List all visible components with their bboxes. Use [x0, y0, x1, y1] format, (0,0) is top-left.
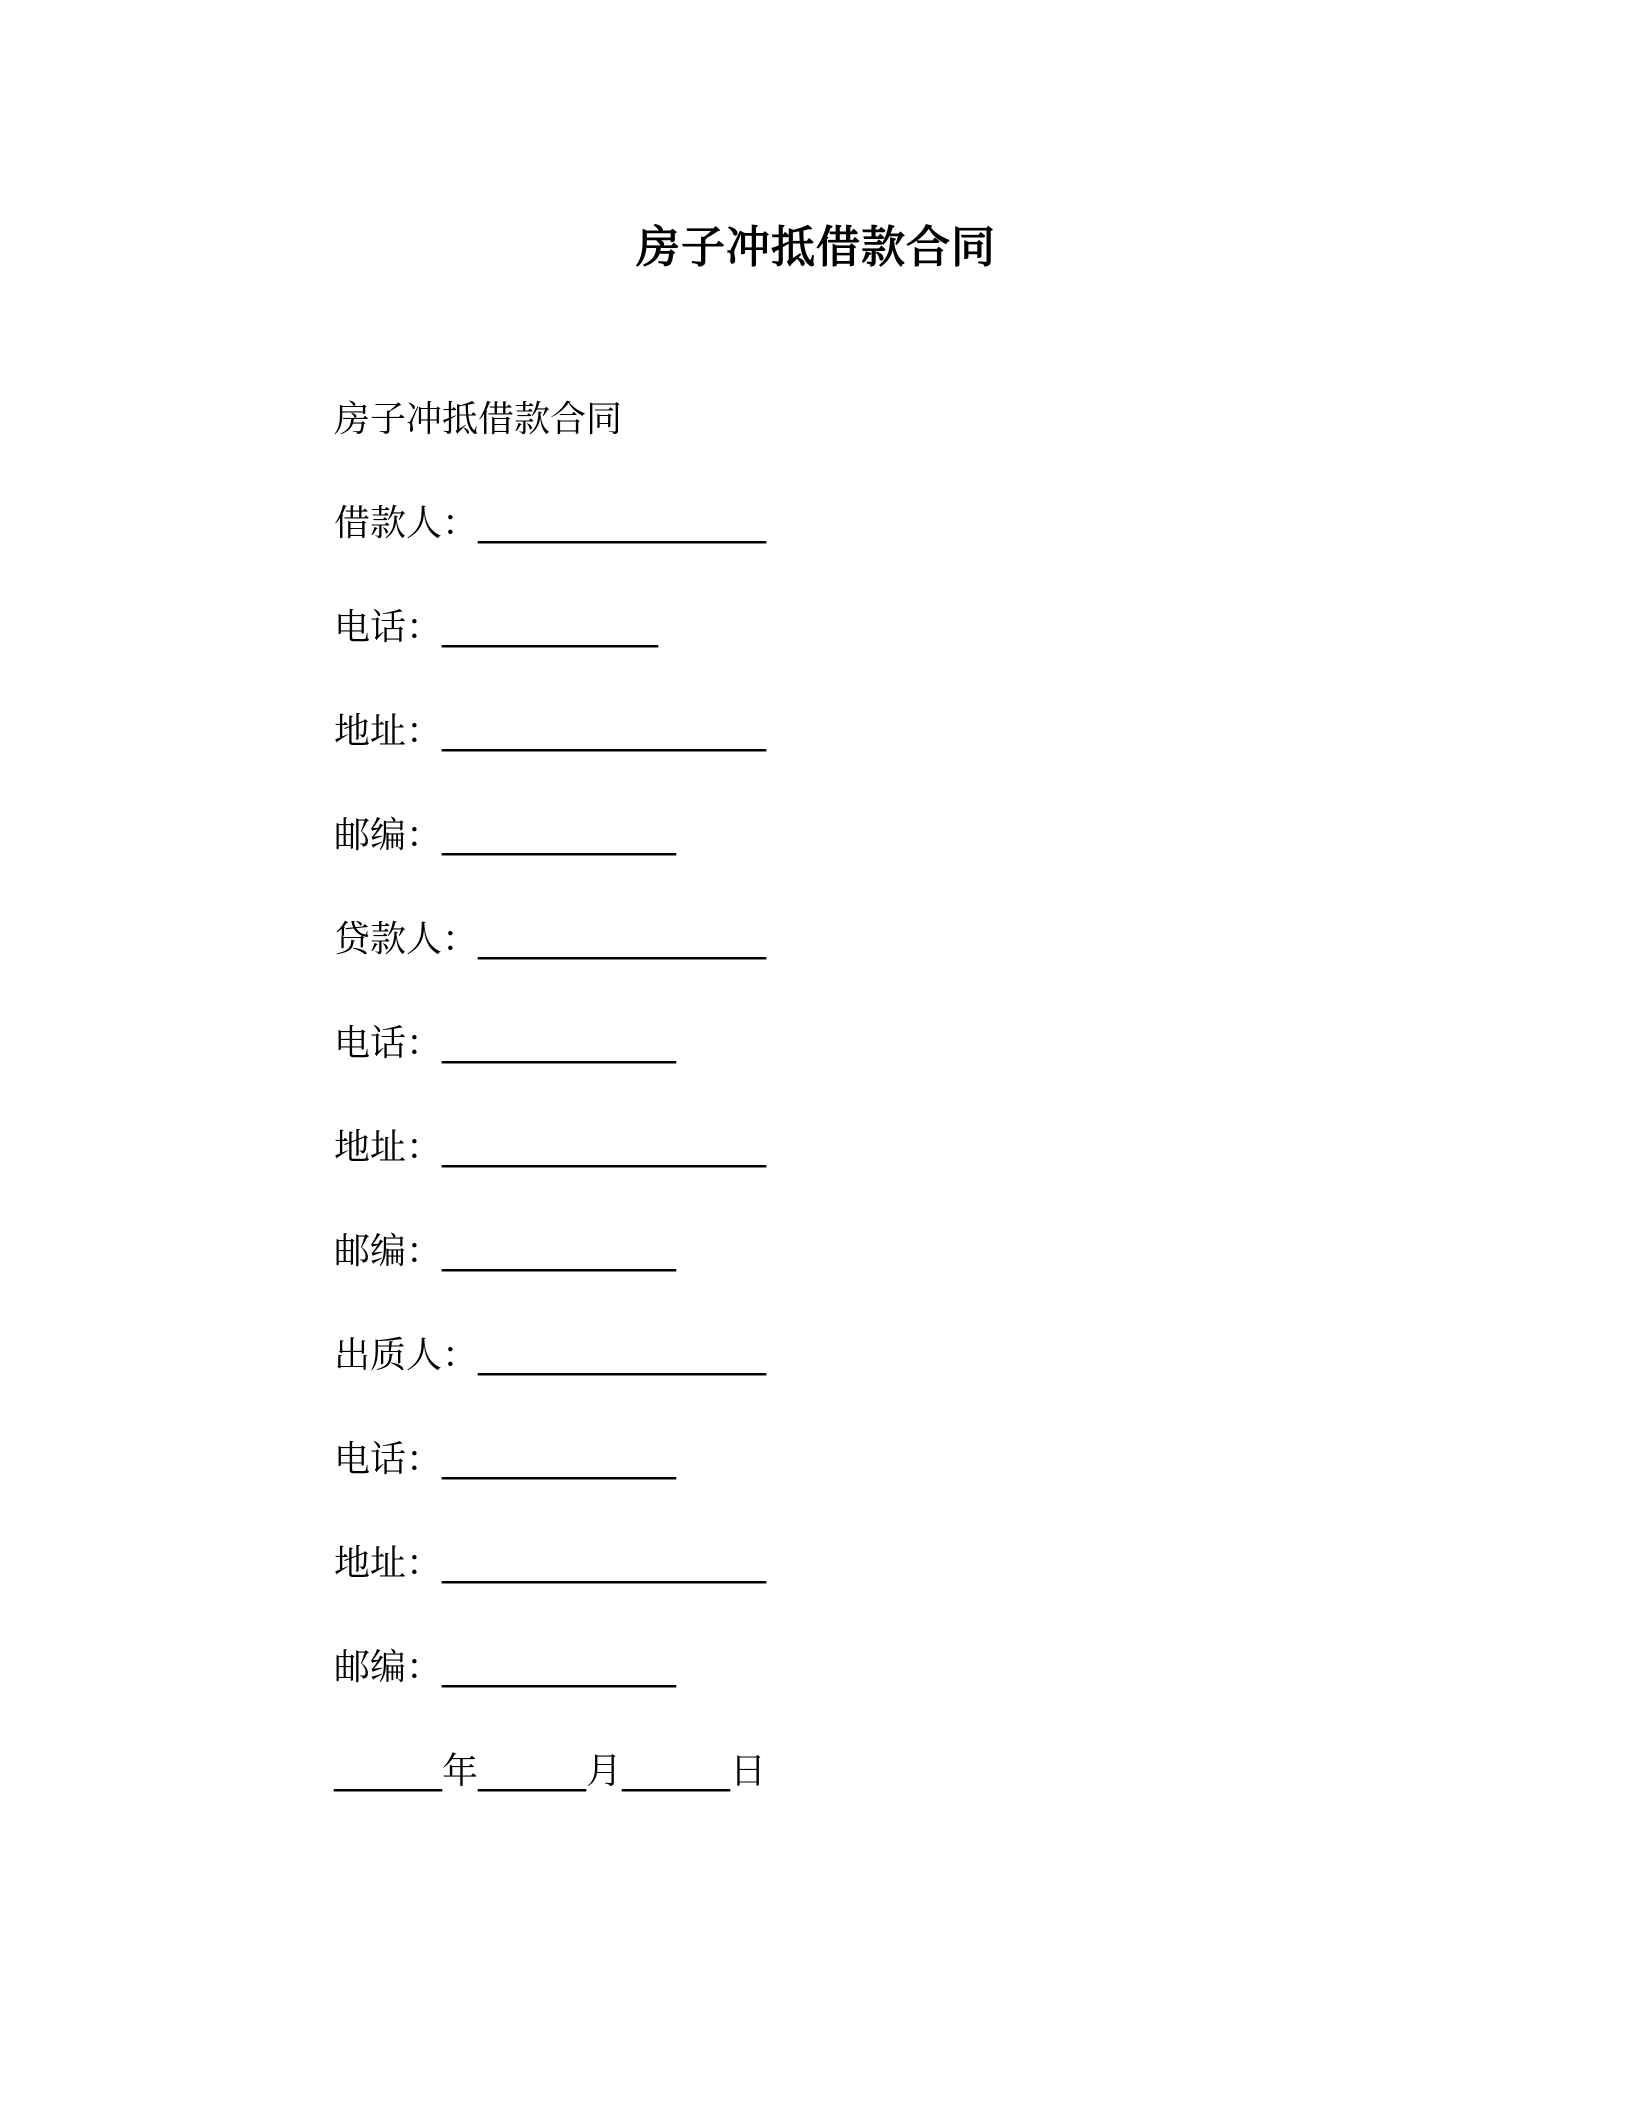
- borrower-address-field: [334, 708, 1434, 756]
- lender-address-label: 地址：: [334, 1127, 443, 1168]
- pledgor-postcode-field: [334, 1644, 1434, 1692]
- borrower-postcode-blank: _____________: [442, 815, 677, 856]
- borrower-label: 借款人：: [334, 503, 479, 544]
- borrower-phone-label: 电话：: [334, 607, 443, 648]
- pledgor-address-field: [334, 1540, 1434, 1588]
- borrower-phone-field: [334, 604, 1434, 652]
- borrower-field: [334, 500, 1434, 548]
- pledgor-label: 出质人：: [334, 1335, 479, 1376]
- borrower-address-label: 地址：: [334, 711, 443, 752]
- lender-postcode-label: 邮编：: [334, 1231, 443, 1272]
- lender-address-blank: __________________: [442, 1127, 767, 1168]
- borrower-address-blank: __________________: [442, 711, 767, 752]
- lender-blank: ________________: [478, 919, 767, 960]
- pledgor-address-label: 地址：: [334, 1543, 443, 1584]
- borrower-blank: ________________: [478, 503, 767, 544]
- lender-postcode-blank: _____________: [442, 1231, 677, 1272]
- borrower-postcode-field: [334, 812, 1434, 860]
- pledgor-blank: ________________: [478, 1335, 767, 1376]
- lender-address-field: [334, 1124, 1434, 1172]
- pledgor-postcode-label: 邮编：: [334, 1647, 443, 1688]
- pledgor-postcode-blank: _____________: [442, 1647, 677, 1688]
- pledgor-address-blank: __________________: [442, 1543, 767, 1584]
- lender-phone-label: 电话：: [334, 1023, 443, 1064]
- pledgor-phone-field: [334, 1436, 1434, 1484]
- pledgor-phone-blank: _____________: [442, 1439, 677, 1480]
- lender-field: [334, 916, 1434, 964]
- lender-phone-field: [334, 1020, 1434, 1068]
- lender-postcode-field: [334, 1228, 1434, 1276]
- date-line: ______年______月______日: [334, 1751, 766, 1792]
- document-title: 房子冲抵借款合同: [636, 222, 996, 273]
- document-subtitle: 房子冲抵借款合同: [334, 399, 623, 440]
- lender-phone-blank: _____________: [442, 1023, 677, 1064]
- pledgor-field: [334, 1332, 1434, 1380]
- lender-label: 贷款人：: [334, 919, 479, 960]
- pledgor-phone-label: 电话：: [334, 1439, 443, 1480]
- document-body: [334, 396, 1434, 1796]
- borrower-phone-blank: ____________: [442, 607, 659, 648]
- borrower-postcode-label: 邮编：: [334, 815, 443, 856]
